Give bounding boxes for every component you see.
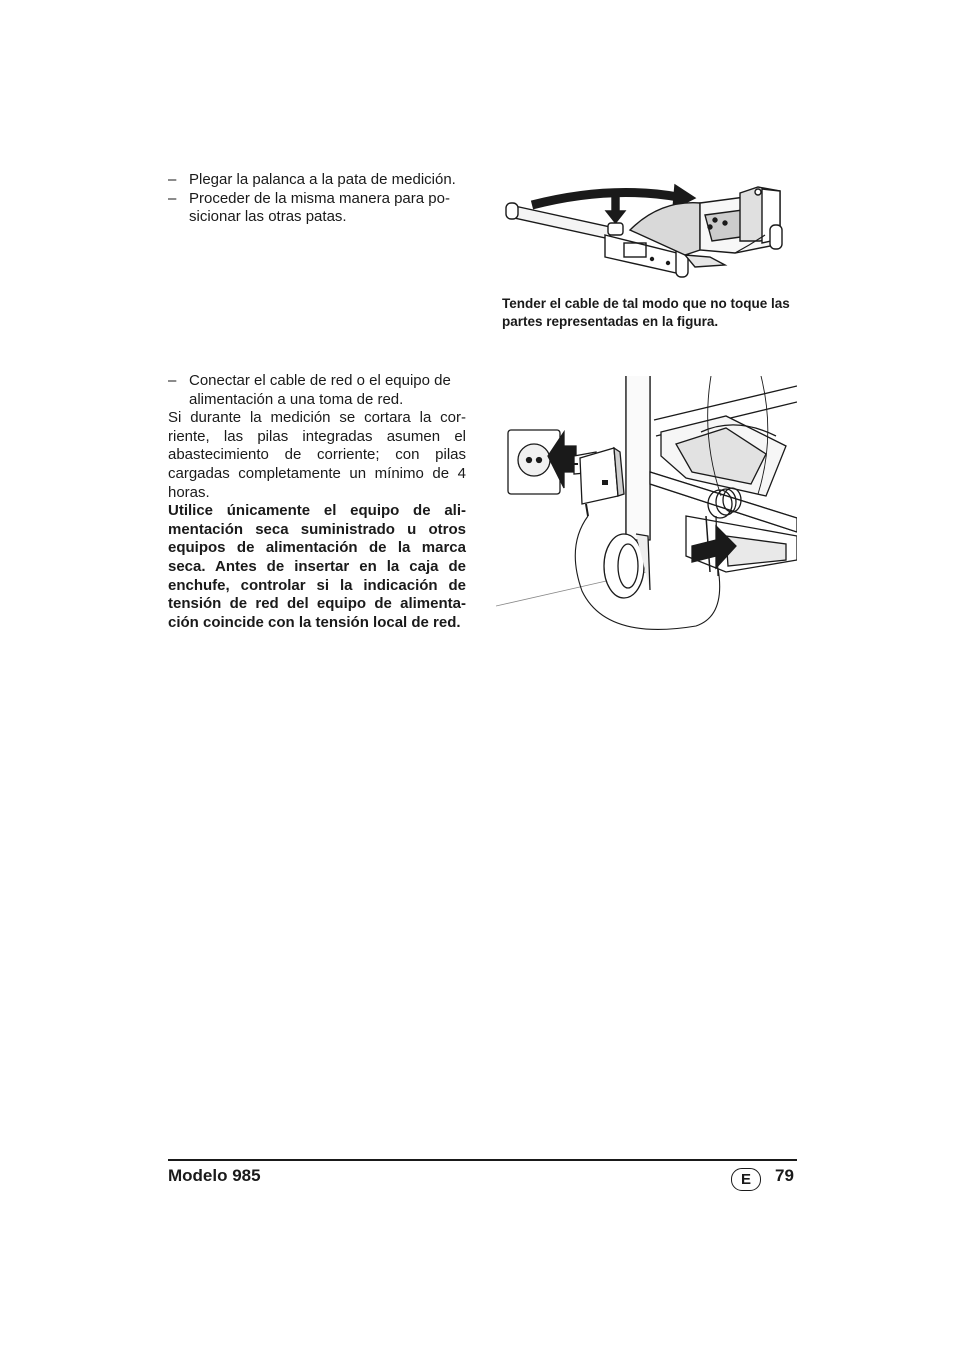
instruction-other-legs: Proceder de la misma manera para po-sicionar las otras patas.: [189, 189, 450, 226]
section-folding-instructions: [168, 171, 466, 227]
list-item: [168, 171, 466, 190]
power-supply-warning: Utilice únicamente el equipo de ali-mentación seca suministrado u otros equipos de alimentación de la marca seca. Antes de insertar en la caja de enchufe, controlar si la indicación de tensión de red del equipo de alimenta-ción coincide con la tensión local de red.: [168, 502, 466, 631]
list-item: [168, 190, 466, 227]
instruction-connect-power: Conectar el cable de red o el equipo de alimentación a una toma de red.: [189, 372, 451, 408]
power-outage-paragraph: Si durante la medición se cortara la cor-riente, las pilas integradas asumen el abastecimiento de corriente; con pilas cargadas completamente un mínimo de 4 horas.: [168, 409, 466, 501]
figure-caption: Tender el cable de tal modo que no toque las partes representadas en la figura.: [502, 296, 790, 329]
section-power-connection: [168, 372, 466, 632]
page-number: 79: [775, 1166, 794, 1185]
list-item: [168, 372, 466, 409]
language-badge: E: [731, 1168, 761, 1191]
power-connection-illustration: [496, 376, 797, 638]
footer-divider: [168, 1159, 797, 1161]
footer-model-name: Modelo 985: [168, 1166, 261, 1185]
dash-bullet: –: [168, 372, 177, 389]
dash-bullet: –: [168, 171, 177, 188]
lever-folding-illustration: [500, 175, 800, 285]
instruction-fold-lever: Plegar la palanca a la pata de medición.: [189, 171, 456, 188]
dash-bullet: –: [168, 189, 177, 207]
